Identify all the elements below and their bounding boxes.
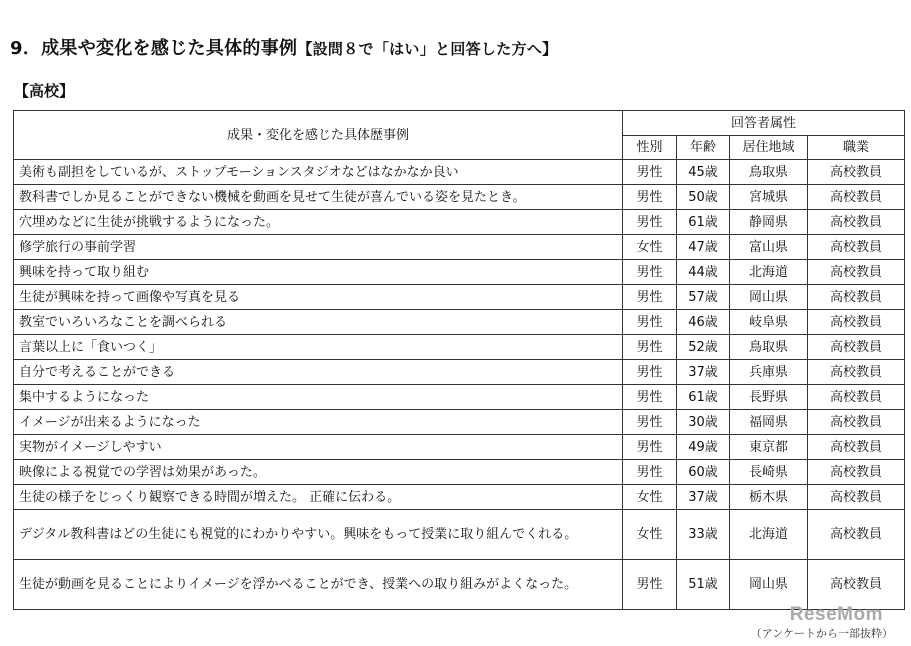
age-cell: 50歳 [677, 185, 730, 210]
gender-cell: 男性 [623, 560, 677, 610]
region-column-header: 居住地域 [730, 136, 808, 160]
gender-cell: 女性 [623, 235, 677, 260]
table-row [14, 210, 905, 235]
age-cell: 51歳 [677, 560, 730, 610]
gender-cell: 女性 [623, 485, 677, 510]
job-cell: 高校教員 [808, 510, 905, 560]
gender-cell: 男性 [623, 360, 677, 385]
region-cell: 栃木県 [730, 485, 808, 510]
table-body [14, 160, 905, 610]
age-cell: 60歳 [677, 460, 730, 485]
gender-cell: 男性 [623, 185, 677, 210]
region-cell: 岡山県 [730, 285, 808, 310]
region-cell: 長崎県 [730, 460, 808, 485]
gender-cell: 男性 [623, 385, 677, 410]
table-row [14, 160, 905, 185]
region-cell: 東京都 [730, 435, 808, 460]
table-row [14, 235, 905, 260]
region-cell: 宮城県 [730, 185, 808, 210]
job-cell: 高校教員 [808, 460, 905, 485]
region-cell: 鳥取県 [730, 335, 808, 360]
case-cell: 修学旅行の事前学習 [14, 235, 623, 260]
region-cell: 兵庫県 [730, 360, 808, 385]
age-cell: 57歳 [677, 285, 730, 310]
region-cell: 北海道 [730, 260, 808, 285]
gender-cell: 男性 [623, 460, 677, 485]
watermark-logo: ReseMom [789, 604, 883, 625]
case-cell: 生徒の様子をじっくり観察できる時間が増えた。 正確に伝わる。 [14, 485, 623, 510]
region-cell: 岐阜県 [730, 310, 808, 335]
table-row [14, 435, 905, 460]
page-title-subtitle: 【設問８で「はい」と回答した方へ】 [297, 40, 558, 58]
case-column-header: 成果・変化を感じた具体歴事例 [14, 111, 623, 160]
age-cell: 61歳 [677, 210, 730, 235]
table-row [14, 260, 905, 285]
gender-cell: 男性 [623, 435, 677, 460]
section-label: 【高校】 [14, 82, 75, 100]
region-cell: 福岡県 [730, 410, 808, 435]
table-row [14, 510, 905, 560]
table-row [14, 485, 905, 510]
job-cell: 高校教員 [808, 385, 905, 410]
job-cell: 高校教員 [808, 160, 905, 185]
gender-cell: 男性 [623, 285, 677, 310]
job-cell: 高校教員 [808, 410, 905, 435]
job-cell: 高校教員 [808, 485, 905, 510]
region-cell: 岡山県 [730, 560, 808, 610]
gender-cell: 女性 [623, 510, 677, 560]
age-cell: 44歳 [677, 260, 730, 285]
page-title-main: 9．成果や変化を感じた具体的事例 [10, 38, 298, 59]
case-cell: 映像による視覚での学習は効果があった。 [14, 460, 623, 485]
job-cell: 高校教員 [808, 210, 905, 235]
job-cell: 高校教員 [808, 335, 905, 360]
gender-cell: 男性 [623, 335, 677, 360]
table-row [14, 410, 905, 435]
age-cell: 37歳 [677, 360, 730, 385]
gender-cell: 男性 [623, 160, 677, 185]
age-cell: 47歳 [677, 235, 730, 260]
gender-cell: 男性 [623, 310, 677, 335]
examples-table [13, 110, 905, 610]
table-row [14, 385, 905, 410]
job-cell: 高校教員 [808, 285, 905, 310]
job-cell: 高校教員 [808, 435, 905, 460]
case-cell: 興味を持って取り組む [14, 260, 623, 285]
case-cell: 実物がイメージしやすい [14, 435, 623, 460]
case-cell: 教室でいろいろなことを調べられる [14, 310, 623, 335]
region-cell: 鳥取県 [730, 160, 808, 185]
case-cell: デジタル教科書はどの生徒にも視覚的にわかりやすい。興味をもって授業に取り組んでくれる。 [14, 510, 623, 560]
region-cell: 静岡県 [730, 210, 808, 235]
gender-column-header: 性別 [623, 136, 677, 160]
case-cell: 穴埋めなどに生徒が挑戦するようになった。 [14, 210, 623, 235]
case-cell: 自分で考えることができる [14, 360, 623, 385]
case-cell: 集中するようになった [14, 385, 623, 410]
case-cell: 美術も副担をしているが、ストップモーションスタジオなどはなかなか良い [14, 160, 623, 185]
case-cell: 生徒が興味を持って画像や写真を見る [14, 285, 623, 310]
respondent-attributes-header: 回答者属性 [623, 111, 905, 136]
case-cell: イメージが出来るようになった [14, 410, 623, 435]
age-cell: 52歳 [677, 335, 730, 360]
age-column-header: 年齢 [677, 136, 730, 160]
page-title [10, 34, 557, 60]
job-cell: 高校教員 [808, 185, 905, 210]
job-cell: 高校教員 [808, 360, 905, 385]
table-row [14, 360, 905, 385]
case-cell: 生徒が動画を見ることによりイメージを浮かべることができ、授業への取り組みがよくなった。 [14, 560, 623, 610]
job-cell: 高校教員 [808, 560, 905, 610]
gender-cell: 男性 [623, 210, 677, 235]
table-row [14, 310, 905, 335]
table-row [14, 460, 905, 485]
region-cell: 北海道 [730, 510, 808, 560]
job-column-header: 職業 [808, 136, 905, 160]
table-row [14, 560, 905, 610]
footnote: （アンケートから一部抜粋） [750, 627, 893, 640]
age-cell: 45歳 [677, 160, 730, 185]
job-cell: 高校教員 [808, 235, 905, 260]
case-cell: 教科書でしか見ることができない機械を動画を見せて生徒が喜んでいる姿を見たとき。 [14, 185, 623, 210]
gender-cell: 男性 [623, 410, 677, 435]
job-cell: 高校教員 [808, 260, 905, 285]
table-row [14, 285, 905, 310]
case-cell: 言葉以上に「食いつく」 [14, 335, 623, 360]
table-row [14, 335, 905, 360]
age-cell: 30歳 [677, 410, 730, 435]
table-row [14, 185, 905, 210]
region-cell: 長野県 [730, 385, 808, 410]
age-cell: 46歳 [677, 310, 730, 335]
job-cell: 高校教員 [808, 310, 905, 335]
age-cell: 37歳 [677, 485, 730, 510]
age-cell: 33歳 [677, 510, 730, 560]
age-cell: 61歳 [677, 385, 730, 410]
region-cell: 富山県 [730, 235, 808, 260]
gender-cell: 男性 [623, 260, 677, 285]
age-cell: 49歳 [677, 435, 730, 460]
